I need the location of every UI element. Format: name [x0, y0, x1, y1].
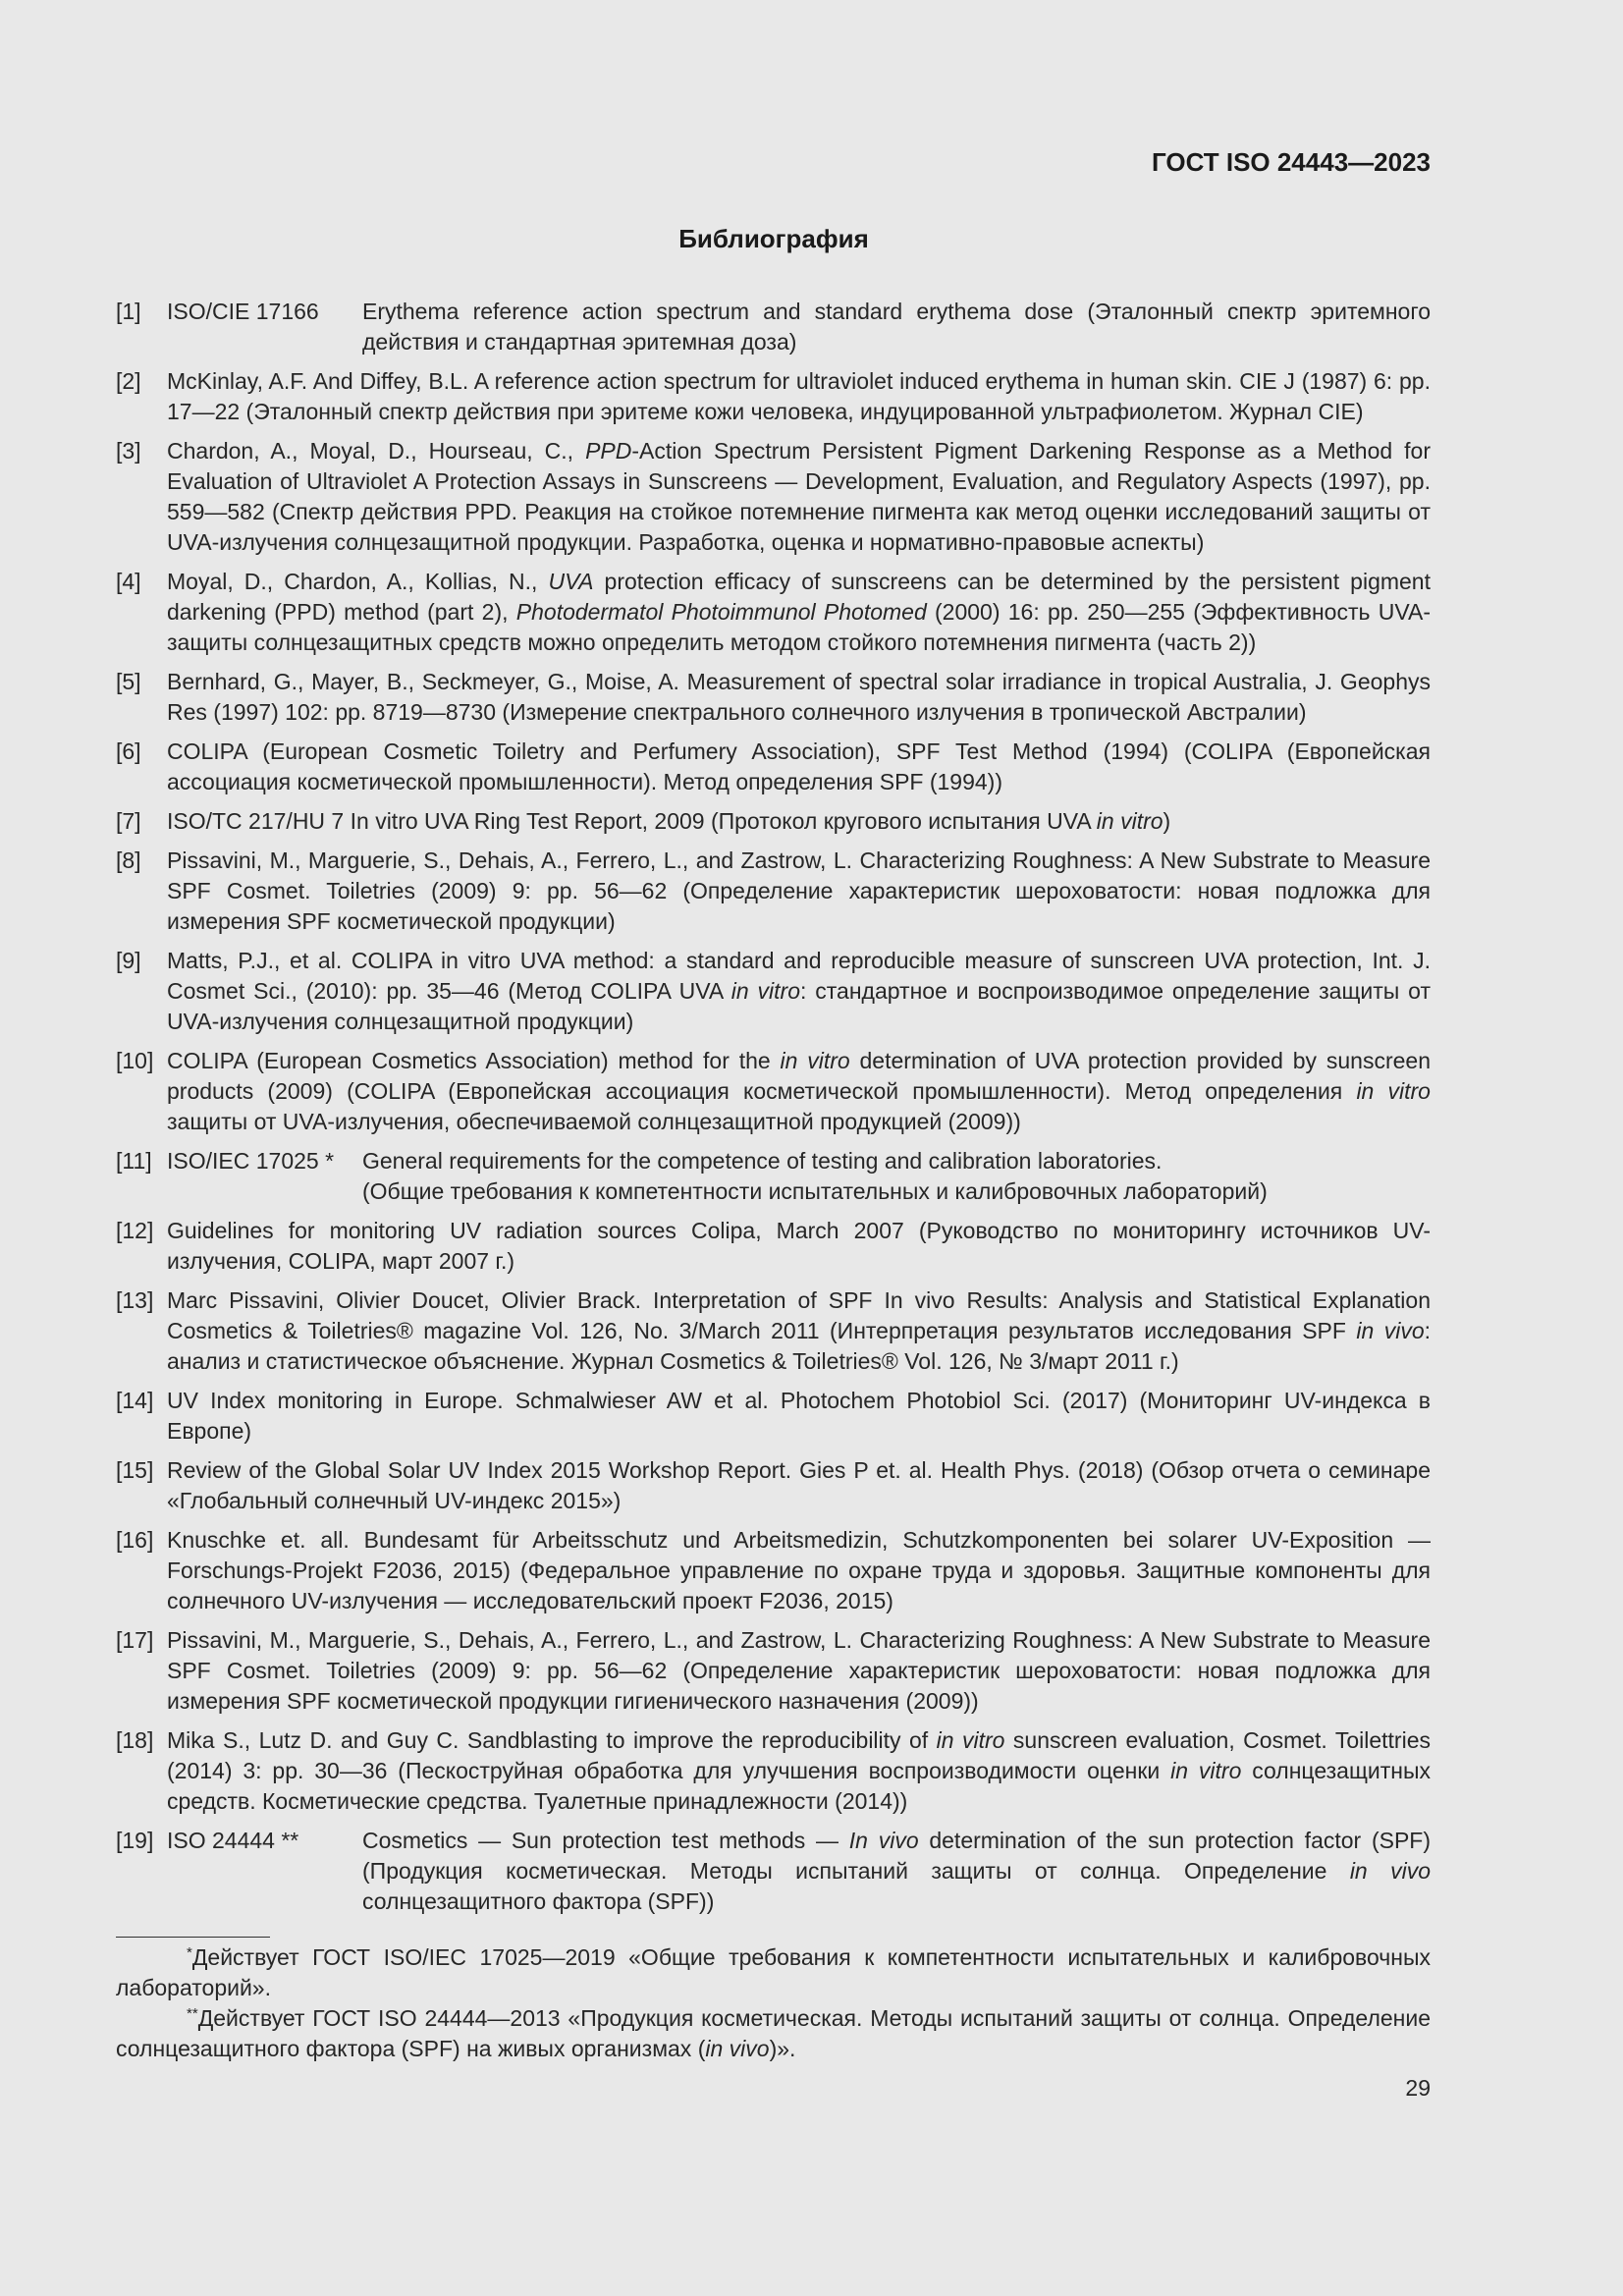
footnote [116, 2003, 1431, 2064]
italic-text: in vitro [1170, 1758, 1242, 1783]
entry-body [167, 1455, 1431, 1516]
entry-number: [9] [116, 948, 141, 973]
entry-number: [14] [116, 1388, 154, 1413]
bibliography-entry [116, 1455, 1431, 1516]
italic-text: in vivo [1356, 1318, 1425, 1343]
entry-body [167, 946, 1431, 1037]
entry-number: [3] [116, 438, 141, 464]
italic-text: Photodermatol Photoimmunol Photomed [515, 599, 927, 625]
standard-title [362, 297, 1431, 357]
bibliography-entry [116, 436, 1431, 558]
standard-code: ISO/IEC 17025 * [167, 1148, 335, 1174]
italic-text: UVA [548, 569, 594, 594]
bibliography-entry [116, 366, 1431, 427]
entry-number: [4] [116, 569, 141, 594]
entry-text: UV Index monitoring in Europe. Schmalwieser AW et al. Photochem Photobiol Sci. (2017) (Мониторинг UV-индекса в Европе) [167, 1388, 1431, 1444]
italic-text: PPD [585, 438, 632, 464]
entry-body [167, 1216, 1431, 1277]
bibliography-entry [116, 846, 1431, 937]
text-segment: determination of UVA protection provided by sunscreen products (2009) (COLIPA (Европейская ассоциация косметической промышленности). Метод определения [167, 1048, 1431, 1104]
entry-text: Guidelines for monitoring UV radiation sources Colipa, March 2007 (Руководство по мониторингу источников UV-излучения, COLIPA, март 2007 г.) [167, 1218, 1431, 1274]
entry-number: [19] [116, 1828, 154, 1853]
entry-body [167, 297, 1431, 357]
text-segment: защиты от UVA-излучения, обеспечиваемой солнцезащитной продукцией (2009)) [167, 1109, 1021, 1134]
bibliography-entry [116, 1826, 1431, 1917]
bibliography-entry [116, 297, 1431, 357]
italic-text: in vitro [730, 978, 801, 1004]
footnotes [116, 1942, 1431, 2064]
entry-text: Pissavini, M., Marguerie, S., Dehais, A., Ferrero, L., and Zastrow, L. Characterizing Roughness: A New Substrate to Measure SPF Cosmet. Toiletries (2009) 9: pp. 56—62 (Определение характеристик шероховатости: новая подложка для измерения SPF косметической продукции гигиенического назначения (2009)) [167, 1627, 1431, 1714]
page-number: 29 [1405, 2075, 1431, 2101]
bibliography-entry [116, 1046, 1431, 1137]
bibliography-entry [116, 567, 1431, 658]
italic-text: in vitro [1096, 808, 1163, 834]
entry-number: [12] [116, 1218, 154, 1243]
entry-text: COLIPA (European Cosmetic Toiletry and Perfumery Association), SPF Test Method (1994) (COLIPA (Европейская ассоциация косметической промышленности). Метод определения SPF (1994)) [167, 738, 1431, 794]
text-segment: солнцезащитного фактора (SPF)) [362, 1888, 715, 1914]
entry-number: [8] [116, 847, 141, 873]
entry-text: Erythema reference action spectrum and standard erythema dose (Эталонный спектр эритемного действия и стандартная эритемная доза) [362, 299, 1431, 355]
text-segment: солнцезащитных средств. Косметические средства. Туалетные принадлежности (2014)) [167, 1758, 1431, 1814]
entry-number: [2] [116, 368, 141, 394]
entry-number: [7] [116, 808, 141, 834]
entry-translation: (Общие требования к компетентности испытательных и калибровочных лабораторий) [362, 1178, 1268, 1204]
text-segment: (2000) 16: pp. 250—255 (Эффективность UVA-защиты солнцезащитных средств можно определить методом стойкого потемнения пигмента (часть 2)) [167, 599, 1431, 655]
footnote-divider [116, 1937, 270, 1938]
text-segment: )». [769, 2036, 796, 2061]
entry-number: [16] [116, 1527, 154, 1553]
entry-body [167, 737, 1431, 797]
entry-body [167, 1525, 1431, 1616]
text-segment: COLIPA (European Cosmetics Association) method for the [167, 1048, 781, 1073]
text-segment: ISO/TC 217/HU 7 In vitro UVA Ring Test Report, 2009 (Протокол кругового испытания UVA [167, 808, 1097, 834]
bibliography-entry [116, 1525, 1431, 1616]
bibliography-entry [116, 737, 1431, 797]
entry-number: [11] [116, 1148, 152, 1174]
entry-text: General requirements for the competence of testing and calibration laboratories. [362, 1148, 1163, 1174]
text-segment: : анализ и статистическое объяснение. Журнал Cosmetics & Toiletries® Vol. 126, № 3/март 2011 г.) [167, 1318, 1431, 1374]
entry-number: [6] [116, 738, 141, 764]
text-segment: Действует ГОСТ ISO 24444—2013 «Продукция косметическая. Методы испытаний защиты от солнца. Определение солнцезащитного фактора (SPF) на живых организмах ( [116, 2005, 1431, 2061]
entry-body [167, 567, 1431, 658]
entry-number: [1] [116, 299, 141, 324]
entry-number: [18] [116, 1727, 154, 1753]
bibliography-entry [116, 806, 1431, 837]
bibliography-entry [116, 946, 1431, 1037]
text-segment: -Action Spectrum Persistent Pigment Darkening Response as a Method for Evaluation of Ultraviolet A Protection Assays in Sunscreens — Development, Evaluation, and Regulatory Aspects (1997), pp. 559—582 (Спектр действия PPD. Реакция на стойкое потемнение пигмента как метод оценки исследований защиты от UVA-излучения солнцезащитной продукции. Разработка, оценка и нормативно-правовые аспекты) [167, 438, 1432, 555]
text-segment: Chardon, A., Moyal, D., Hourseau, C., [167, 438, 586, 464]
text-segment: Cosmetics — Sun protection test methods — [362, 1828, 849, 1853]
entry-text: Bernhard, G., Mayer, B., Seckmeyer, G., Moise, A. Measurement of spectral solar irradiance in tropical Australia, J. Geophys Res (1997) 102: pp. 8719—8730 (Измерение спектрального солнечного излучения в тропической Австралии) [167, 669, 1431, 725]
entry-body [167, 667, 1431, 728]
text-segment: ) [1163, 808, 1171, 834]
entry-number: [10] [116, 1048, 154, 1073]
bibliography-entry [116, 1285, 1431, 1377]
text-segment: Marc Pissavini, Olivier Doucet, Olivier Brack. Interpretation of SPF In vivo Results: Analysis and Statistical Explanation Cosmetics & Toiletries® magazine Vol. 126, No. 3/March 2011 (Интерпретация результатов исследования SPF [167, 1287, 1431, 1343]
italic-text: in vivo [1349, 1858, 1431, 1884]
entry-body [167, 366, 1431, 427]
footnote-mark: * [187, 1944, 192, 1961]
text-segment: Matts, P.J., et al. COLIPA in vitro UVA method: a standard and reproducible measure of sunscreen UVA protection, Int. J. Cosmet Sci., (2010): pp. 35—46 (Метод COLIPA UVA [167, 948, 1431, 1004]
entry-body [167, 846, 1431, 937]
entry-number: [5] [116, 669, 141, 694]
standard-title [362, 1826, 1431, 1917]
text-segment: Mika S., Lutz D. and Guy C. Sandblasting to improve the reproducibility of [167, 1727, 937, 1753]
entry-body [167, 1625, 1431, 1717]
footnote [116, 1942, 1431, 2003]
entry-body [167, 1046, 1431, 1137]
entry-body [167, 1725, 1431, 1817]
entry-text: Pissavini, M., Marguerie, S., Dehais, A., Ferrero, L., and Zastrow, L. Characterizing Roughness: A New Substrate to Measure SPF Cosmet. Toiletries (2009) 9: pp. 56—62 (Определение характеристик шероховатости: новая подложка для измерения SPF косметической продукции) [167, 847, 1431, 934]
entry-number: [15] [116, 1457, 154, 1483]
entry-body [167, 1386, 1431, 1447]
footnote-text: Действует ГОСТ ISO/IEC 17025—2019 «Общие требования к компетентности испытательных и калибровочных лабораторий». [116, 1944, 1431, 2000]
standard-designation: ГОСТ ISO 24443—2023 [1151, 147, 1431, 177]
entry-body [167, 1285, 1431, 1377]
bibliography-entry [116, 1725, 1431, 1817]
italic-text: in vitro [780, 1048, 850, 1073]
text-segment: : стандартное и воспроизводимое определение защиты от UVA-излучения солнцезащитной продукции) [167, 978, 1431, 1034]
section-title: Библиография [678, 224, 869, 253]
standard-code: ISO/CIE 17166 [167, 299, 319, 324]
text-segment: Moyal, D., Chardon, A., Kollias, N., [167, 569, 549, 594]
bibliography-entry [116, 1625, 1431, 1717]
entry-body [167, 436, 1431, 558]
entry-body [167, 1146, 1431, 1207]
text-segment: protection efficacy of sunscreens can be determined by the persistent pigment darkening (PPD) method (part 2), [167, 569, 1431, 625]
bibliography-list [116, 297, 1431, 1926]
entry-number: [17] [116, 1627, 154, 1653]
standard-code: ISO 24444 ** [167, 1828, 299, 1853]
bibliography-entry [116, 667, 1431, 728]
entry-text: Knuschke et. all. Bundesamt für Arbeitsschutz und Arbeitsmedizin, Schutzkomponenten bei solarer UV-Exposition — Forschungs-Projekt F2036, 2015) (Федеральное управление по охране труда и здоровья. Защитные компоненты для солнечного UV-излучения — исследовательский проект F2036, 2015) [167, 1527, 1431, 1613]
italic-text: in vitro [1356, 1078, 1431, 1104]
entry-body [167, 806, 1431, 837]
text-segment: sunscreen evaluation, Cosmet. Toilettries (2014) 3: pp. 30—36 (Пескоструйная обработка для улучшения воспроизводимости оценки [167, 1727, 1431, 1783]
entry-number: [13] [116, 1287, 154, 1313]
entry-text: McKinlay, A.F. And Diffey, B.L. A reference action spectrum for ultraviolet induced erythema in human skin. CIE J (1987) 6: pp. 17—22 (Эталонный спектр действия при эритеме кожи человека, индуцированной ультрафиолетом. Журнал CIE) [167, 368, 1431, 424]
italic-text: in vivo [705, 2036, 770, 2061]
bibliography-entry [116, 1146, 1431, 1207]
italic-text: In vivo [848, 1828, 919, 1853]
entry-text: Review of the Global Solar UV Index 2015 Workshop Report. Gies P et. al. Health Phys. (2018) (Обзор отчета о семинаре «Глобальный солнечный UV-индекс 2015») [167, 1457, 1431, 1513]
entry-body [167, 1826, 1431, 1917]
bibliography-entry [116, 1216, 1431, 1277]
footnote-mark: ** [187, 2005, 198, 2022]
italic-text: in vitro [936, 1727, 1005, 1753]
text-segment: determination of the sun protection factor (SPF) (Продукция косметическая. Методы испытаний защиты от солнца. Определение [362, 1828, 1431, 1884]
standard-title [362, 1146, 1431, 1207]
bibliography-entry [116, 1386, 1431, 1447]
